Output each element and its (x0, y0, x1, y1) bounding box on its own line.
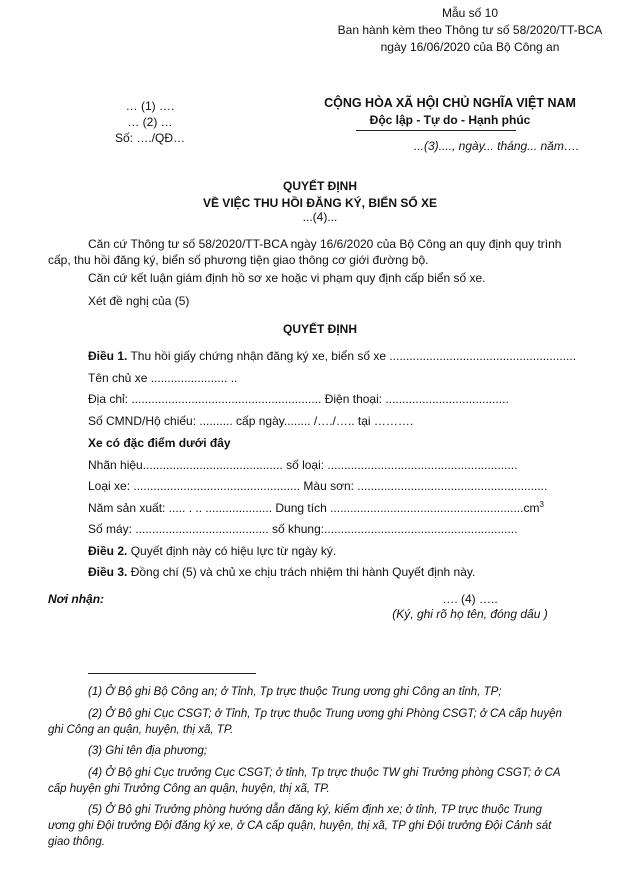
signer-placeholder: …. (4) ….. (442, 592, 498, 606)
recipients-label: Nơi nhận: (48, 592, 105, 606)
footnote-5-line-3: giao thông. (48, 836, 105, 848)
agency-line-1: … (1) …. (125, 99, 175, 113)
issued-date: ngày 16/06/2020 của Bộ Công an (380, 40, 560, 54)
decision-heading: QUYẾT ĐỊNH (282, 322, 357, 336)
owner-name-field: Tên chủ xe ....................... .. (88, 371, 238, 385)
article-3 (88, 565, 475, 579)
article-1-label: Điều 1. (88, 349, 128, 363)
footnote-1: (1) Ở Bộ ghi Bộ Công an; ở Tỉnh, Tp trực thuộc Trung ương ghi Công an tỉnh, TP; (88, 686, 502, 698)
address-phone-field: Địa chỉ: ......................................................... Điện thoại: ..................................... (88, 392, 509, 406)
title-reference: ...(4)... (302, 210, 338, 224)
article-3-text: Đồng chí (5) và chủ xe chịu trách nhiệm thi hành Quyết định này. (127, 565, 476, 579)
signature-instruction: (Ký, ghi rõ họ tên, đóng dấu ) (392, 607, 548, 621)
type-color-field: Loại xe: .................................................. Màu sơn: ......................................................... (88, 479, 548, 493)
footnote-5-line-2: ương ghi Đội trưởng Đội đăng ký xe, ở CA cấp quận, huyện, thị xã, TP ghi Đội trưởng Đội Cảnh sát (48, 820, 552, 832)
issued-with: Ban hành kèm theo Thông tư số 58/2020/TT-BCA (337, 23, 603, 37)
capacity-unit-superscript: 3 (539, 500, 544, 509)
brand-model-field: Nhãn hiệu.......................................... số loại: ......................................................... (88, 458, 518, 472)
basis-1-line-2: cấp, thu hồi đăng ký, biển số phương tiện giao thông cơ giới đường bộ. (48, 253, 429, 267)
footnote-separator (88, 673, 256, 674)
article-2-text: Quyết định này có hiệu lực từ ngày ký. (127, 544, 337, 558)
form-number: Mẫu số 10 (441, 6, 499, 20)
article-3-label: Điều 3. (88, 565, 128, 579)
year-capacity-text: Năm sản xuất: ..... . .. .................... Dung tích ..........................................................cm (88, 501, 540, 515)
document-title: QUYẾT ĐỊNH (282, 179, 357, 193)
vehicle-heading: Xe có đặc điểm dưới đây (88, 436, 231, 450)
footnote-2-line-2: ghi Công an quận, huyện, thị xã, TP. (48, 724, 234, 736)
basis-1-line-1: Căn cứ Thông tư số 58/2020/TT-BCA ngày 16/6/2020 của Bộ Công an quy định quy trình (88, 237, 562, 251)
document-subtitle: VỀ VIỆC THU HỒI ĐĂNG KÝ, BIỂN SỐ XE (202, 196, 438, 210)
footnote-4-line-1: (4) Ở Bộ ghi Cục trưởng Cục CSGT; ở tỉnh, Tp trực thuộc TW ghi Trưởng phòng CSGT; ở CA (88, 767, 561, 779)
article-1 (88, 349, 576, 363)
place-date: ...(3)...., ngày... tháng... năm…. (414, 139, 580, 153)
nation-motto: Độc lập - Tự do - Hạnh phúc (369, 113, 531, 127)
basis-2: Căn cứ kết luận giám định hồ sơ xe hoặc vi phạm quy định cấp biển số xe. (88, 271, 486, 285)
motto-underline (356, 130, 516, 131)
engine-chassis-field: Số máy: ........................................ số khung:.......................................................... (88, 522, 518, 536)
footnote-5-line-1: (5) Ở Bộ ghi Trưởng phòng hướng dẫn đăng ký, kiểm định xe; ở tỉnh, TP trực thuộc Trung (88, 804, 542, 816)
article-2 (88, 544, 336, 558)
id-card-field: Số CMND/Hộ chiếu: .......... cấp ngày........ /…./….. tại ………. (88, 414, 414, 428)
footnote-4-line-2: cấp huyện ghi Trưởng Công an quận, huyện, thị xã, TP. (48, 783, 330, 795)
article-2-label: Điều 2. (88, 544, 128, 558)
year-capacity-field (88, 500, 544, 515)
article-1-text: Thu hồi giấy chứng nhận đăng ký xe, biển số xe ........................................................ (127, 349, 577, 363)
decision-number: Số: …./QĐ… (114, 131, 185, 145)
agency-line-2: … (2) … (127, 115, 173, 129)
nation-name: CỘNG HÒA XÃ HỘI CHỦ NGHĨA VIỆT NAM (324, 96, 576, 110)
footnote-2-line-1: (2) Ở Bộ ghi Cục CSGT; ở Tỉnh, Tp trực thuộc Trung ương ghi Phòng CSGT; ở CA cấp huyện (88, 708, 562, 720)
footnote-3: (3) Ghi tên địa phương; (88, 745, 208, 757)
proposal: Xét đề nghị của (5) (88, 294, 190, 308)
